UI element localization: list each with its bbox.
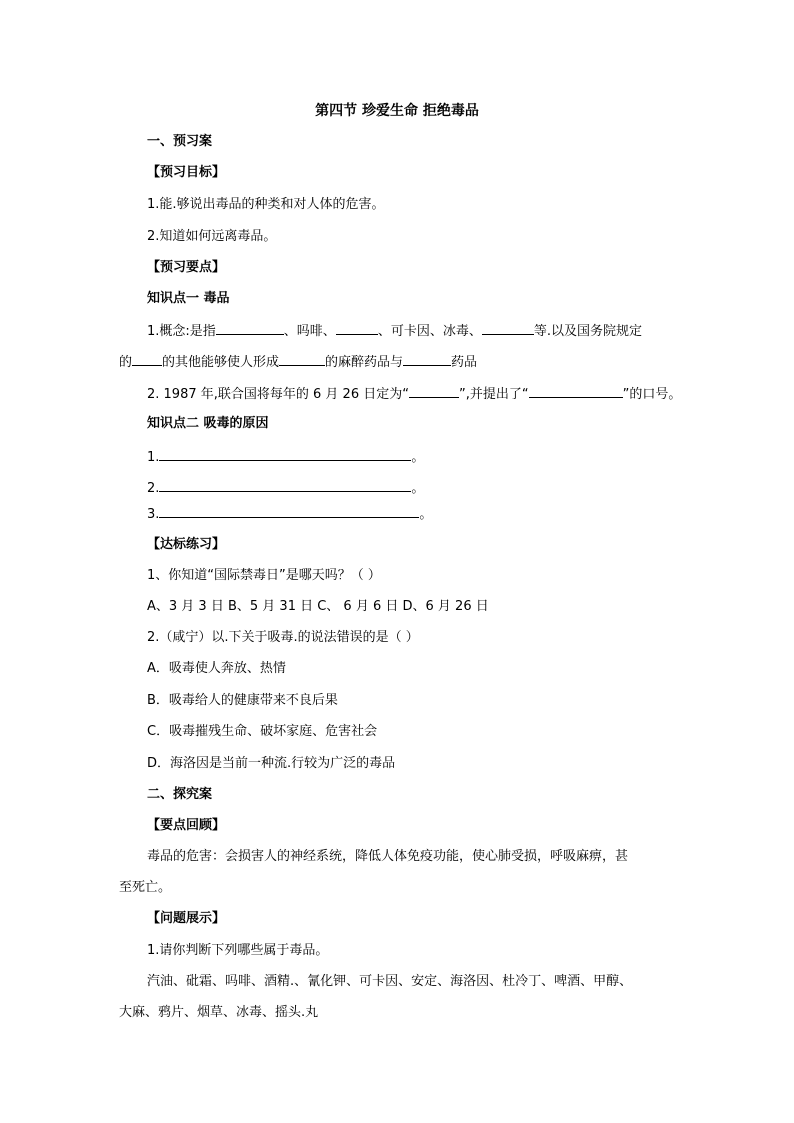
concept-text: 等.以及国务院规定 [533, 324, 642, 339]
question-2-option-b: B．吸毒给人的健康带来不良后果 [147, 693, 338, 708]
answer-blank[interactable] [159, 478, 411, 492]
reason-number: 1. [147, 450, 160, 465]
answer-blank[interactable] [482, 321, 534, 335]
reason-number: 3. [147, 507, 160, 522]
concept-text: 的其他能够使人形成 [162, 355, 280, 370]
reason-end: 。 [411, 450, 425, 465]
question-2-option-d: D．海洛因是当前一种流.行较为广泛的毒品 [147, 756, 396, 771]
substance-list-line-2: 大麻、鸦片、烟草、冰毒、摇头.丸 [119, 1005, 319, 1020]
concept-line-2 [119, 352, 477, 372]
reason-2 [147, 478, 424, 498]
concept-line-1 [147, 321, 642, 341]
answer-blank[interactable] [403, 352, 451, 366]
answer-blank[interactable] [336, 321, 378, 335]
goal-2: 2.知道如何远离毒品。 [147, 229, 277, 244]
knowledge-point-2-heading: 知识点二 吸毒的原因 [147, 416, 269, 431]
reason-end: 。 [419, 507, 433, 522]
preview-goals-heading: 【预习目标】 [147, 165, 226, 180]
reason-end: 。 [411, 481, 425, 496]
answer-blank[interactable] [159, 504, 419, 518]
drug-day-text: 2. 1987 年,联合国将每年的 6 月 26 日定为“ [147, 387, 409, 402]
problem-display-heading: 【问题展示】 [147, 911, 226, 926]
preview-key-points-heading: 【预习要点】 [147, 260, 226, 275]
question-2-option-a: A．吸毒使人奔放、热情 [147, 661, 286, 676]
knowledge-point-1-heading: 知识点一 毒品 [147, 291, 230, 306]
section-preview-heading: 一、预习案 [147, 134, 213, 149]
drug-day-text: ”,并提出了“ [458, 387, 529, 402]
question-2: 2.（咸宁）以.下关于吸毒.的说法错误的是（ ） [147, 630, 419, 645]
answer-blank[interactable] [159, 447, 411, 461]
answer-blank[interactable] [409, 384, 459, 398]
concept-text: 、吗啡、 [283, 324, 336, 339]
reason-1 [147, 447, 424, 467]
review-text-line-2: 至死亡。 [119, 880, 172, 895]
question-2-option-c: C．吸毒摧残生命、破坏家庭、危害社会 [147, 724, 378, 739]
review-text-line-1: 毒品的危害：会损害人的神经系统，降低人体免疫功能，使心肺受损，呼吸麻痹，甚 [147, 849, 629, 864]
problem-1: 1.请你判断下列哪些属于毒品。 [147, 943, 329, 958]
section-explore-heading: 二、探究案 [147, 787, 213, 802]
answer-blank[interactable] [279, 352, 325, 366]
question-1: 1、你知道“国际禁毒日”是哪天吗？（ ） [147, 568, 381, 583]
concept-text: 药品 [451, 355, 478, 370]
concept-text: 的麻醉药品与 [325, 355, 404, 370]
review-heading: 【要点回顾】 [147, 818, 226, 833]
page-title: 第四节 珍爱生命 拒绝毒品 [315, 103, 479, 119]
answer-blank[interactable] [216, 321, 284, 335]
reason-number: 2. [147, 481, 160, 496]
drug-day-text: ”的口号。 [622, 387, 682, 402]
concept-text: 1.概念:是指 [147, 324, 216, 339]
answer-blank[interactable] [132, 352, 162, 366]
concept-text: 、可卡因、冰毒、 [377, 324, 482, 339]
drug-day-line [147, 384, 681, 404]
practice-heading: 【达标练习】 [147, 537, 226, 552]
question-1-options: A、3 月 3 日 B、5 月 31 日 C、 6 月 6 日 D、6 月 26 日 [147, 599, 489, 614]
substance-list-line-1: 汽油、砒霜、吗啡、酒精.、氰化钾、可卡因、安定、海洛因、杜冷丁、啤酒、甲醇、 [147, 974, 633, 989]
goal-1: 1.能.够说出毒品的种类和对人体的危害。 [147, 197, 385, 212]
answer-blank[interactable] [529, 384, 623, 398]
reason-3 [147, 504, 432, 524]
concept-text: 的 [119, 355, 133, 370]
